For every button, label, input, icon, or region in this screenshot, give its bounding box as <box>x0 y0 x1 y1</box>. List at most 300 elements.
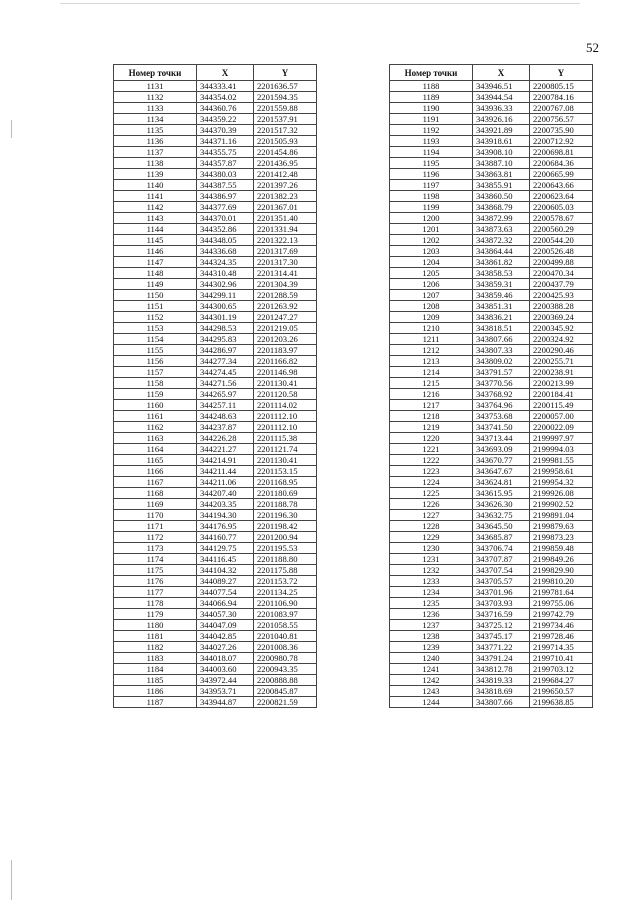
y-coordinate-cell: 2200805.15 <box>530 81 593 92</box>
x-coordinate-cell: 344310.48 <box>197 268 254 279</box>
x-coordinate-cell: 343685.87 <box>473 532 530 543</box>
table-row <box>390 235 593 246</box>
point-number-cell: 1159 <box>114 389 197 400</box>
y-coordinate-cell: 2201146.98 <box>254 367 317 378</box>
y-coordinate-cell: 2200425.93 <box>530 290 593 301</box>
x-coordinate-cell: 344211.06 <box>197 477 254 488</box>
point-number-cell: 1212 <box>390 345 473 356</box>
x-coordinate-cell: 344348.05 <box>197 235 254 246</box>
table-row <box>114 510 317 521</box>
table-row <box>390 642 593 653</box>
point-number-cell: 1149 <box>114 279 197 290</box>
table-row <box>390 169 593 180</box>
table-row <box>114 576 317 587</box>
y-coordinate-cell: 2201153.15 <box>254 466 317 477</box>
y-coordinate-cell: 2200784.16 <box>530 92 593 103</box>
x-coordinate-cell: 343741.50 <box>473 422 530 433</box>
y-coordinate-cell: 2200845.87 <box>254 686 317 697</box>
point-number-cell: 1180 <box>114 620 197 631</box>
table-row <box>114 488 317 499</box>
point-number-cell: 1141 <box>114 191 197 202</box>
y-coordinate-cell: 2201106.90 <box>254 598 317 609</box>
y-coordinate-cell: 2199849.26 <box>530 554 593 565</box>
scan-margin-mark <box>11 120 12 138</box>
y-coordinate-cell: 2199810.20 <box>530 576 593 587</box>
table-row <box>114 587 317 598</box>
x-coordinate-cell: 344129.75 <box>197 543 254 554</box>
point-number-cell: 1155 <box>114 345 197 356</box>
y-coordinate-cell: 2201397.26 <box>254 180 317 191</box>
table-row <box>114 180 317 191</box>
table-row <box>390 191 593 202</box>
y-coordinate-cell: 2201168.95 <box>254 477 317 488</box>
coordinates-table-left <box>113 64 317 708</box>
point-number-cell: 1147 <box>114 257 197 268</box>
table-row <box>390 147 593 158</box>
table-row <box>114 686 317 697</box>
x-coordinate-cell: 343707.87 <box>473 554 530 565</box>
table-row <box>390 565 593 576</box>
x-coordinate-cell: 344386.97 <box>197 191 254 202</box>
scan-top-edge <box>60 3 580 4</box>
x-coordinate-cell: 344295.83 <box>197 334 254 345</box>
y-coordinate-cell: 2200980.78 <box>254 653 317 664</box>
point-number-cell: 1220 <box>390 433 473 444</box>
point-number-cell: 1241 <box>390 664 473 675</box>
y-coordinate-cell: 2200735.90 <box>530 125 593 136</box>
point-number-cell: 1182 <box>114 642 197 653</box>
point-number-cell: 1183 <box>114 653 197 664</box>
y-coordinate-cell: 2201188.80 <box>254 554 317 565</box>
point-number-cell: 1179 <box>114 609 197 620</box>
point-number-cell: 1233 <box>390 576 473 587</box>
table-row <box>114 246 317 257</box>
x-coordinate-cell: 343926.16 <box>473 114 530 125</box>
table-row <box>390 389 593 400</box>
table-row <box>390 587 593 598</box>
table-row <box>114 466 317 477</box>
x-coordinate-cell: 343859.31 <box>473 279 530 290</box>
table-row <box>390 180 593 191</box>
point-number-cell: 1164 <box>114 444 197 455</box>
table-row <box>114 675 317 686</box>
y-coordinate-cell: 2201263.92 <box>254 301 317 312</box>
table-row <box>390 631 593 642</box>
table-row <box>390 301 593 312</box>
coordinates-table-right <box>389 64 593 708</box>
y-coordinate-cell: 2200623.64 <box>530 191 593 202</box>
y-coordinate-cell: 2200665.99 <box>530 169 593 180</box>
x-coordinate-cell: 343818.69 <box>473 686 530 697</box>
table-row <box>390 103 593 114</box>
table-row <box>390 554 593 565</box>
table-row <box>390 257 593 268</box>
table-row <box>390 521 593 532</box>
x-coordinate-cell: 344274.45 <box>197 367 254 378</box>
y-coordinate-cell: 2200544.20 <box>530 235 593 246</box>
point-number-cell: 1166 <box>114 466 197 477</box>
column-header-y: Y <box>254 65 317 81</box>
table-row <box>114 664 317 675</box>
point-number-cell: 1161 <box>114 411 197 422</box>
y-coordinate-cell: 2199710.41 <box>530 653 593 664</box>
y-coordinate-cell: 2200324.92 <box>530 334 593 345</box>
table-row <box>390 609 593 620</box>
x-coordinate-cell: 344089.27 <box>197 576 254 587</box>
y-coordinate-cell: 2200821.59 <box>254 697 317 708</box>
x-coordinate-cell: 343944.87 <box>197 697 254 708</box>
x-coordinate-cell: 343807.66 <box>473 697 530 708</box>
table-row <box>114 631 317 642</box>
y-coordinate-cell: 2200470.34 <box>530 268 593 279</box>
x-coordinate-cell: 344370.39 <box>197 125 254 136</box>
point-number-cell: 1223 <box>390 466 473 477</box>
table-row <box>390 279 593 290</box>
table-row <box>390 268 593 279</box>
y-coordinate-cell: 2199891.04 <box>530 510 593 521</box>
x-coordinate-cell: 343626.30 <box>473 499 530 510</box>
table-row <box>114 268 317 279</box>
table-row <box>390 488 593 499</box>
y-coordinate-cell: 2200345.92 <box>530 323 593 334</box>
table-row <box>114 620 317 631</box>
y-coordinate-cell: 2199742.79 <box>530 609 593 620</box>
point-number-cell: 1172 <box>114 532 197 543</box>
x-coordinate-cell: 344354.02 <box>197 92 254 103</box>
point-number-cell: 1148 <box>114 268 197 279</box>
x-coordinate-cell: 343872.32 <box>473 235 530 246</box>
table-row <box>114 114 317 125</box>
point-number-cell: 1160 <box>114 400 197 411</box>
x-coordinate-cell: 344357.87 <box>197 158 254 169</box>
x-coordinate-cell: 343972.44 <box>197 675 254 686</box>
x-coordinate-cell: 344352.86 <box>197 224 254 235</box>
point-number-cell: 1235 <box>390 598 473 609</box>
x-coordinate-cell: 343632.75 <box>473 510 530 521</box>
point-number-cell: 1168 <box>114 488 197 499</box>
x-coordinate-cell: 344360.76 <box>197 103 254 114</box>
point-number-cell: 1184 <box>114 664 197 675</box>
table-row <box>390 356 593 367</box>
y-coordinate-cell: 2201219.05 <box>254 323 317 334</box>
y-coordinate-cell: 2200943.35 <box>254 664 317 675</box>
point-number-cell: 1150 <box>114 290 197 301</box>
y-coordinate-cell: 2201120.58 <box>254 389 317 400</box>
x-coordinate-cell: 344248.63 <box>197 411 254 422</box>
point-number-cell: 1221 <box>390 444 473 455</box>
point-number-cell: 1181 <box>114 631 197 642</box>
point-number-cell: 1195 <box>390 158 473 169</box>
table-header-row <box>114 65 317 81</box>
table-row <box>390 466 593 477</box>
table-row <box>114 411 317 422</box>
y-coordinate-cell: 2200643.66 <box>530 180 593 191</box>
y-coordinate-cell: 2199859.48 <box>530 543 593 554</box>
y-coordinate-cell: 2201203.26 <box>254 334 317 345</box>
x-coordinate-cell: 344271.56 <box>197 378 254 389</box>
y-coordinate-cell: 2199997.97 <box>530 433 593 444</box>
point-number-cell: 1217 <box>390 400 473 411</box>
y-coordinate-cell: 2201351.40 <box>254 213 317 224</box>
x-coordinate-cell: 344257.11 <box>197 400 254 411</box>
table-row <box>390 323 593 334</box>
table-row <box>114 543 317 554</box>
x-coordinate-cell: 343921.89 <box>473 125 530 136</box>
y-coordinate-cell: 2201331.94 <box>254 224 317 235</box>
point-number-cell: 1170 <box>114 510 197 521</box>
y-coordinate-cell: 2200684.36 <box>530 158 593 169</box>
table-row <box>114 169 317 180</box>
y-coordinate-cell: 2200526.48 <box>530 246 593 257</box>
y-coordinate-cell: 2201134.25 <box>254 587 317 598</box>
y-coordinate-cell: 2200437.79 <box>530 279 593 290</box>
y-coordinate-cell: 2199873.23 <box>530 532 593 543</box>
y-coordinate-cell: 2201247.27 <box>254 312 317 323</box>
scan-margin-mark <box>11 860 12 900</box>
y-coordinate-cell: 2201153.72 <box>254 576 317 587</box>
column-header-point-number: Номер точки <box>390 65 473 81</box>
point-number-cell: 1224 <box>390 477 473 488</box>
y-coordinate-cell: 2201198.42 <box>254 521 317 532</box>
table-row <box>114 224 317 235</box>
table-row <box>390 158 593 169</box>
y-coordinate-cell: 2201412.48 <box>254 169 317 180</box>
table-row <box>114 202 317 213</box>
x-coordinate-cell: 344299.11 <box>197 290 254 301</box>
table-row <box>114 312 317 323</box>
x-coordinate-cell: 344333.41 <box>197 81 254 92</box>
point-number-cell: 1206 <box>390 279 473 290</box>
x-coordinate-cell: 343851.31 <box>473 301 530 312</box>
x-coordinate-cell: 343859.46 <box>473 290 530 301</box>
table-row <box>390 675 593 686</box>
x-coordinate-cell: 343770.56 <box>473 378 530 389</box>
x-coordinate-cell: 343670.77 <box>473 455 530 466</box>
table-row <box>114 213 317 224</box>
y-coordinate-cell: 2201200.94 <box>254 532 317 543</box>
point-number-cell: 1239 <box>390 642 473 653</box>
point-number-cell: 1154 <box>114 334 197 345</box>
point-number-cell: 1200 <box>390 213 473 224</box>
x-coordinate-cell: 344302.96 <box>197 279 254 290</box>
x-coordinate-cell: 343812.78 <box>473 664 530 675</box>
y-coordinate-cell: 2199650.57 <box>530 686 593 697</box>
y-coordinate-cell: 2200388.28 <box>530 301 593 312</box>
table-row <box>114 433 317 444</box>
y-coordinate-cell: 2201317.69 <box>254 246 317 257</box>
point-number-cell: 1228 <box>390 521 473 532</box>
x-coordinate-cell: 344066.94 <box>197 598 254 609</box>
table-row <box>114 444 317 455</box>
point-number-cell: 1201 <box>390 224 473 235</box>
x-coordinate-cell: 343703.93 <box>473 598 530 609</box>
column-header-point-number: Номер точки <box>114 65 197 81</box>
table-row <box>390 81 593 92</box>
table-row <box>114 499 317 510</box>
y-coordinate-cell: 2201304.39 <box>254 279 317 290</box>
y-coordinate-cell: 2200578.67 <box>530 213 593 224</box>
x-coordinate-cell: 344387.55 <box>197 180 254 191</box>
table-row <box>114 521 317 532</box>
table-row <box>114 400 317 411</box>
x-coordinate-cell: 344277.34 <box>197 356 254 367</box>
table-row <box>390 367 593 378</box>
y-coordinate-cell: 2199684.27 <box>530 675 593 686</box>
table-row <box>114 367 317 378</box>
x-coordinate-cell: 344298.53 <box>197 323 254 334</box>
y-coordinate-cell: 2200888.88 <box>254 675 317 686</box>
y-coordinate-cell: 2200756.57 <box>530 114 593 125</box>
x-coordinate-cell: 344301.19 <box>197 312 254 323</box>
table-row <box>114 389 317 400</box>
table-row <box>390 136 593 147</box>
y-coordinate-cell: 2201367.01 <box>254 202 317 213</box>
table-row <box>114 422 317 433</box>
table-row <box>114 609 317 620</box>
table-row <box>114 103 317 114</box>
x-coordinate-cell: 343705.57 <box>473 576 530 587</box>
x-coordinate-cell: 344300.65 <box>197 301 254 312</box>
y-coordinate-cell: 2201180.69 <box>254 488 317 499</box>
table-row <box>390 510 593 521</box>
x-coordinate-cell: 344336.68 <box>197 246 254 257</box>
x-coordinate-cell: 344286.97 <box>197 345 254 356</box>
x-coordinate-cell: 343858.53 <box>473 268 530 279</box>
point-number-cell: 1237 <box>390 620 473 631</box>
point-number-cell: 1152 <box>114 312 197 323</box>
y-coordinate-cell: 2199734.46 <box>530 620 593 631</box>
x-coordinate-cell: 343946.51 <box>473 81 530 92</box>
x-coordinate-cell: 344214.91 <box>197 455 254 466</box>
point-number-cell: 1131 <box>114 81 197 92</box>
point-number-cell: 1190 <box>390 103 473 114</box>
y-coordinate-cell: 2200767.08 <box>530 103 593 114</box>
x-coordinate-cell: 344371.16 <box>197 136 254 147</box>
x-coordinate-cell: 343791.24 <box>473 653 530 664</box>
x-coordinate-cell: 343615.95 <box>473 488 530 499</box>
point-number-cell: 1207 <box>390 290 473 301</box>
point-number-cell: 1230 <box>390 543 473 554</box>
y-coordinate-cell: 2200184.41 <box>530 389 593 400</box>
x-coordinate-cell: 343771.22 <box>473 642 530 653</box>
point-number-cell: 1151 <box>114 301 197 312</box>
y-coordinate-cell: 2201537.91 <box>254 114 317 125</box>
x-coordinate-cell: 344237.87 <box>197 422 254 433</box>
point-number-cell: 1165 <box>114 455 197 466</box>
y-coordinate-cell: 2201183.97 <box>254 345 317 356</box>
x-coordinate-cell: 343807.66 <box>473 334 530 345</box>
table-row <box>114 642 317 653</box>
point-number-cell: 1178 <box>114 598 197 609</box>
point-number-cell: 1208 <box>390 301 473 312</box>
column-header-y: Y <box>530 65 593 81</box>
y-coordinate-cell: 2201130.41 <box>254 378 317 389</box>
y-coordinate-cell: 2201121.74 <box>254 444 317 455</box>
table-row <box>114 125 317 136</box>
x-coordinate-cell: 344160.77 <box>197 532 254 543</box>
point-number-cell: 1225 <box>390 488 473 499</box>
table-row <box>390 477 593 488</box>
x-coordinate-cell: 343753.68 <box>473 411 530 422</box>
x-coordinate-cell: 344265.97 <box>197 389 254 400</box>
y-coordinate-cell: 2200290.46 <box>530 345 593 356</box>
table-row <box>114 301 317 312</box>
point-number-cell: 1215 <box>390 378 473 389</box>
point-number-cell: 1226 <box>390 499 473 510</box>
x-coordinate-cell: 343745.17 <box>473 631 530 642</box>
x-coordinate-cell: 344176.95 <box>197 521 254 532</box>
point-number-cell: 1216 <box>390 389 473 400</box>
table-row <box>390 92 593 103</box>
table-row <box>390 697 593 708</box>
table-row <box>114 290 317 301</box>
y-coordinate-cell: 2199879.63 <box>530 521 593 532</box>
y-coordinate-cell: 2199703.12 <box>530 664 593 675</box>
x-coordinate-cell: 343868.79 <box>473 202 530 213</box>
point-number-cell: 1211 <box>390 334 473 345</box>
point-number-cell: 1218 <box>390 411 473 422</box>
point-number-cell: 1242 <box>390 675 473 686</box>
table-row <box>390 400 593 411</box>
table-row <box>114 323 317 334</box>
y-coordinate-cell: 2200022.09 <box>530 422 593 433</box>
y-coordinate-cell: 2201436.95 <box>254 158 317 169</box>
table-row <box>114 697 317 708</box>
x-coordinate-cell: 343944.54 <box>473 92 530 103</box>
y-coordinate-cell: 2201505.93 <box>254 136 317 147</box>
point-number-cell: 1175 <box>114 565 197 576</box>
x-coordinate-cell: 343887.10 <box>473 158 530 169</box>
y-coordinate-cell: 2199714.35 <box>530 642 593 653</box>
x-coordinate-cell: 344380.03 <box>197 169 254 180</box>
y-coordinate-cell: 2200115.49 <box>530 400 593 411</box>
table-row <box>390 290 593 301</box>
table-row <box>114 158 317 169</box>
table-row <box>390 620 593 631</box>
table-row <box>114 191 317 202</box>
table-row <box>114 345 317 356</box>
x-coordinate-cell: 344221.27 <box>197 444 254 455</box>
y-coordinate-cell: 2201112.10 <box>254 422 317 433</box>
y-coordinate-cell: 2201594.35 <box>254 92 317 103</box>
y-coordinate-cell: 2199638.85 <box>530 697 593 708</box>
y-coordinate-cell: 2201288.59 <box>254 290 317 301</box>
point-number-cell: 1203 <box>390 246 473 257</box>
point-number-cell: 1227 <box>390 510 473 521</box>
x-coordinate-cell: 343855.91 <box>473 180 530 191</box>
y-coordinate-cell: 2200057.00 <box>530 411 593 422</box>
point-number-cell: 1214 <box>390 367 473 378</box>
table-row <box>114 81 317 92</box>
x-coordinate-cell: 344203.35 <box>197 499 254 510</box>
x-coordinate-cell: 343706.74 <box>473 543 530 554</box>
x-coordinate-cell: 343647.67 <box>473 466 530 477</box>
table-row <box>390 114 593 125</box>
y-coordinate-cell: 2200238.91 <box>530 367 593 378</box>
x-coordinate-cell: 344027.26 <box>197 642 254 653</box>
point-number-cell: 1209 <box>390 312 473 323</box>
table-row <box>390 312 593 323</box>
point-number-cell: 1202 <box>390 235 473 246</box>
point-number-cell: 1188 <box>390 81 473 92</box>
x-coordinate-cell: 344057.30 <box>197 609 254 620</box>
table-row <box>114 653 317 664</box>
x-coordinate-cell: 344226.28 <box>197 433 254 444</box>
table-row <box>390 224 593 235</box>
x-coordinate-cell: 343791.57 <box>473 367 530 378</box>
point-number-cell: 1210 <box>390 323 473 334</box>
point-number-cell: 1189 <box>390 92 473 103</box>
